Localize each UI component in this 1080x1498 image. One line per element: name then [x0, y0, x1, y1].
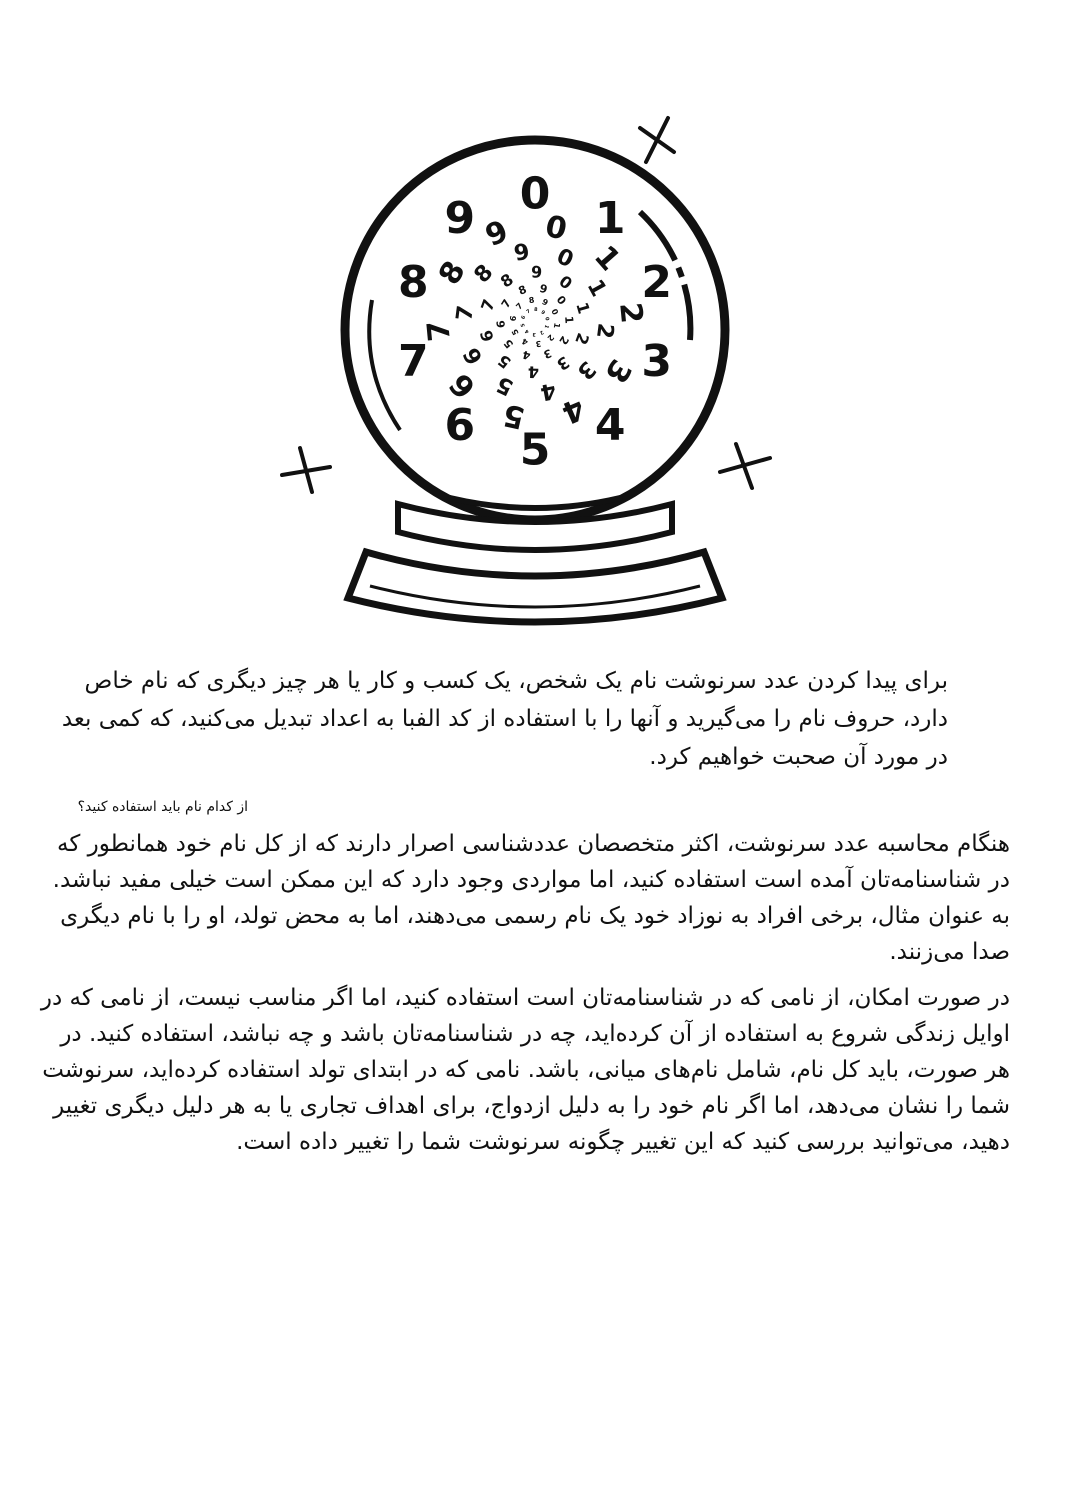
- spiral-digit: 5: [494, 350, 515, 373]
- spiral-digit: 2: [556, 333, 572, 347]
- spiral-digit: 8: [533, 306, 538, 314]
- spiral-digit: 2: [612, 300, 650, 326]
- intro-paragraph: برای پیدا کردن عدد سرنوشت نام یک شخص، یک کسب و کار یا هر چیز دیگری که نام خاص دارد، حروف نام را می‌گیرید و آنها را با استفاده از کد الفبا به اعداد تبدیل می‌کنید، که کمی بعد در مورد آن صحبت خواهیم کرد.: [61, 668, 948, 770]
- spiral-digit: 7: [498, 297, 514, 311]
- spiral-digit: 0: [541, 208, 571, 248]
- spiral-digit: 3: [641, 336, 673, 388]
- spiral-digit: 1: [581, 275, 611, 302]
- spiral-digit: 9: [512, 239, 532, 267]
- sparkle-right-icon: [720, 444, 770, 488]
- spiral-digit: 4: [556, 389, 590, 431]
- spiral-digit: 9: [540, 297, 550, 308]
- spiral-digit: 6: [494, 319, 508, 329]
- spiral-digit: 1: [551, 322, 562, 329]
- spiral-digit: 3: [532, 330, 537, 338]
- spiral-digit: 3: [541, 346, 554, 362]
- spiral-digits: [398, 169, 672, 476]
- spiral-digit: 1: [586, 239, 628, 278]
- spiral-digit: 4: [520, 336, 530, 347]
- spiral-digit: 1: [572, 300, 594, 317]
- spiral-digit: 7: [525, 308, 532, 316]
- spiral-digit: 6: [442, 366, 484, 405]
- spiral-digit: 9: [538, 281, 549, 297]
- spiral-digit: 4: [521, 347, 532, 363]
- spiral-digit: 5: [519, 424, 551, 476]
- spiral-digit: 5: [499, 396, 529, 436]
- spiral-digit: 4: [594, 400, 626, 452]
- spiral-digit: 3: [534, 338, 542, 349]
- sparkle-left-icon: [282, 448, 330, 492]
- spiral-digit: 1: [562, 315, 576, 325]
- globe-reflection: [369, 300, 400, 430]
- stand-base: [348, 552, 722, 622]
- section-paragraph-1: هنگام محاسبه عدد سرنوشت، اکثر متخصصان عددشناسی اصرار دارند که از کل نام خود همانطور که در شناسنامه‌تان آمده است استفاده کنید، اما مواردی وجود دارد که این ممکن است خیلی مفید نباشد. به عنوان مثال، برخی افراد به نوزاد خود یک نام رسمی می‌دهند، اما به محض تولد، او را با نام دیگری صدا می‌زنند.: [52, 831, 1010, 965]
- spiral-digit: 6: [508, 315, 519, 322]
- spiral-digit: 2: [571, 330, 593, 348]
- spiral-digit: 7: [452, 304, 479, 323]
- spiral-digit: 5: [510, 327, 521, 337]
- spiral-digit: 6: [459, 342, 489, 369]
- spiral-digit: 1: [542, 323, 550, 330]
- spiral-digit: 0: [552, 244, 578, 274]
- spiral-digit: 0: [553, 293, 569, 308]
- spiral-digit: 9: [530, 262, 543, 282]
- spiral-digit: 0: [519, 168, 551, 220]
- sparkle-top-right-icon: [640, 118, 674, 162]
- spiral-digit: 0: [549, 307, 560, 317]
- spiral-digit: 7: [477, 296, 499, 314]
- spiral-digit: 7: [420, 318, 458, 344]
- section-paragraph-2: در صورت امکان، از نامی که در شناسنامه‌تان است استفاده کنید، اما اگر مناسب نیست، از نامی که در اوایل زندگی شروع به استفاده از آن کرده‌اید، چه در شناسنامه‌تان باشد و چه نباشد، استفاده کنید. در هر صورت، باید کل نام، شامل نام‌های میانی، باشد. نامی که در ابتدای تولد استفاده کرده‌اید، سرنوشت شما را نشان می‌دهد، اما اگر نام خود را به دلیل ازدواج، برای اهداف تجاری یا به هر دلیل دیگری تغییر دهید، می‌توانید بررسی کنید که این تغییر چگونه سرنوشت شما را تغییر داده است.: [40, 985, 1010, 1155]
- spiral-digit: 8: [516, 282, 529, 298]
- spiral-digit: 2: [591, 321, 618, 340]
- spiral-digit: 8: [528, 295, 536, 306]
- spiral-digit: 6: [444, 400, 476, 452]
- spiral-digit: 3: [571, 355, 601, 385]
- spiral-digit: 9: [539, 309, 546, 317]
- spiral-digit: 4: [527, 362, 540, 382]
- spiral-digit: 5: [520, 322, 527, 328]
- spiral-digit: 2: [545, 332, 556, 343]
- spiral-digit: 1: [594, 192, 626, 244]
- spiral-digit: 8: [496, 269, 517, 292]
- spiral-digit: 0: [543, 316, 550, 322]
- spiral-digit: 8: [432, 255, 473, 291]
- spiral-digit: 2: [641, 256, 673, 308]
- spiral-digit: 3: [597, 353, 638, 389]
- spiral-digit: 6: [476, 327, 498, 344]
- spiral-digit: 3: [553, 352, 574, 375]
- spiral-digit: 6: [520, 314, 528, 321]
- spiral-digit: 9: [480, 213, 514, 255]
- spiral-digit: 5: [501, 336, 517, 351]
- spiral-digit: 4: [524, 327, 531, 335]
- section-heading: از کدام نام باید استفاده کنید؟: [77, 799, 248, 815]
- spiral-digit: 2: [538, 328, 545, 336]
- spiral-digit: 8: [397, 256, 429, 308]
- spiral-digit: 4: [538, 377, 558, 405]
- spiral-digit: 8: [469, 259, 499, 289]
- spiral-digit: 7: [397, 336, 429, 388]
- spiral-digit: 0: [555, 271, 576, 294]
- crystal-ball-illustration: [280, 100, 790, 640]
- spiral-digit: 9: [444, 192, 476, 244]
- spiral-digit: 7: [514, 301, 525, 312]
- spiral-digit: 5: [492, 370, 518, 400]
